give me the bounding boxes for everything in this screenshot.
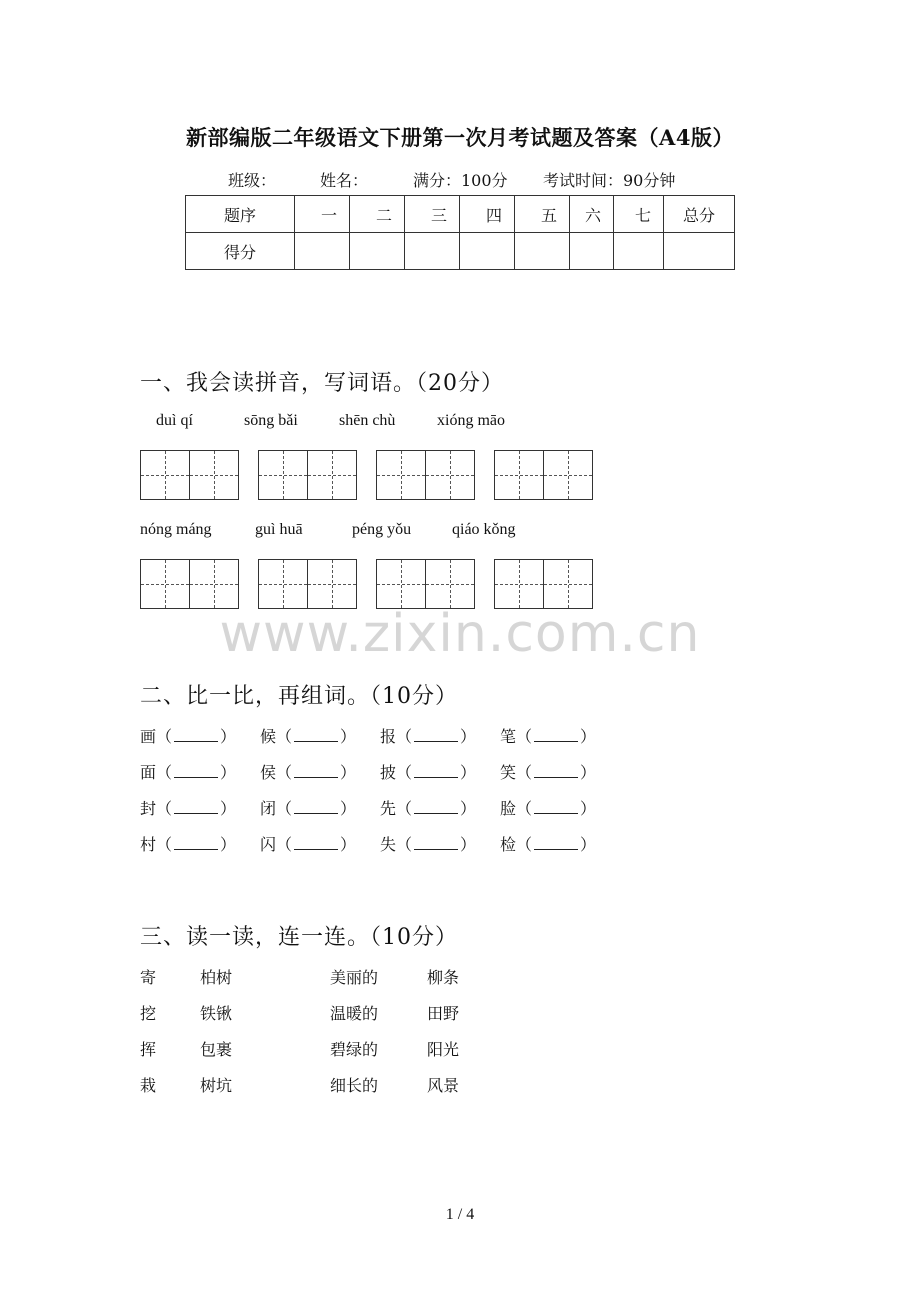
open-paren: （ bbox=[396, 799, 413, 818]
watermark: www.zixin.com.cn bbox=[219, 604, 701, 664]
answer-blank[interactable] bbox=[534, 763, 578, 778]
page-title: 新部编版二年级语文下册第一次月考试题及答案（A4版） bbox=[186, 125, 734, 150]
answer-blank[interactable] bbox=[294, 835, 338, 850]
match-row bbox=[140, 1073, 500, 1097]
tian-grid-cell[interactable] bbox=[376, 450, 426, 500]
word-box[interactable] bbox=[258, 450, 358, 498]
close-paren: ） bbox=[580, 799, 597, 818]
tian-grid-cell[interactable] bbox=[258, 450, 308, 500]
compare-char: 披 bbox=[380, 763, 397, 782]
pinyin: nóng máng bbox=[140, 521, 212, 538]
match-object[interactable]: 田野 bbox=[427, 1004, 460, 1023]
match-noun[interactable]: 铁锹 bbox=[200, 1004, 233, 1023]
match-row bbox=[140, 1001, 500, 1025]
compare-char: 面 bbox=[140, 763, 157, 782]
compare-char: 闪 bbox=[260, 835, 277, 854]
compare-char: 笑 bbox=[500, 763, 517, 782]
tian-grid-cell[interactable] bbox=[494, 559, 544, 609]
answer-blank[interactable] bbox=[414, 799, 458, 814]
close-paren: ） bbox=[220, 727, 237, 746]
answer-blank[interactable] bbox=[174, 799, 218, 814]
pinyin: sōng bǎi bbox=[244, 412, 298, 429]
header-cell: 四 bbox=[460, 196, 515, 233]
match-verb[interactable]: 寄 bbox=[140, 968, 157, 987]
compare-row bbox=[140, 724, 620, 748]
header-cell: 六 bbox=[570, 196, 614, 233]
compare-char: 闭 bbox=[260, 799, 277, 818]
answer-blank[interactable] bbox=[414, 763, 458, 778]
header-cell: 总分 bbox=[664, 196, 735, 233]
tian-grid-cell[interactable] bbox=[189, 559, 239, 609]
word-box[interactable] bbox=[140, 450, 240, 498]
answer-blank[interactable] bbox=[174, 763, 218, 778]
score-cell[interactable] bbox=[405, 233, 460, 270]
match-row bbox=[140, 1037, 500, 1061]
row-label: 得分 bbox=[186, 233, 295, 270]
match-adjective[interactable]: 温暖的 bbox=[330, 1004, 379, 1023]
pinyin: qiáo kǒng bbox=[452, 521, 516, 538]
open-paren: （ bbox=[156, 835, 173, 854]
pinyin: shēn chù bbox=[339, 412, 396, 429]
match-verb[interactable]: 栽 bbox=[140, 1076, 157, 1095]
open-paren: （ bbox=[396, 727, 413, 746]
compare-char: 候 bbox=[260, 727, 277, 746]
close-paren: ） bbox=[580, 763, 597, 782]
tian-grid-cell[interactable] bbox=[258, 559, 308, 609]
open-paren: （ bbox=[276, 835, 293, 854]
header-cell: 一 bbox=[295, 196, 350, 233]
header-cell: 七 bbox=[614, 196, 664, 233]
close-paren: ） bbox=[220, 835, 237, 854]
close-paren: ） bbox=[460, 835, 477, 854]
word-box[interactable] bbox=[140, 559, 240, 607]
tian-grid-cell[interactable] bbox=[140, 559, 190, 609]
exam-meta bbox=[228, 168, 675, 191]
match-noun[interactable]: 包裹 bbox=[200, 1040, 233, 1059]
tian-grid-cell[interactable] bbox=[189, 450, 239, 500]
section2-title: 二、比一比，再组词。（10分） bbox=[140, 684, 458, 709]
score-cell[interactable] bbox=[570, 233, 614, 270]
compare-char: 画 bbox=[140, 727, 157, 746]
close-paren: ） bbox=[220, 763, 237, 782]
pinyin: xióng māo bbox=[437, 412, 505, 429]
close-paren: ） bbox=[460, 763, 477, 782]
tian-grid-cell[interactable] bbox=[494, 450, 544, 500]
tian-grid-cell[interactable] bbox=[425, 559, 475, 609]
writing-grid-row-1 bbox=[140, 450, 600, 500]
answer-blank[interactable] bbox=[294, 727, 338, 742]
answer-blank[interactable] bbox=[174, 727, 218, 742]
tian-grid-cell[interactable] bbox=[376, 559, 426, 609]
open-paren: （ bbox=[276, 799, 293, 818]
compare-char: 封 bbox=[140, 799, 157, 818]
page-number: 1 / 4 bbox=[445, 1206, 475, 1223]
close-paren: ） bbox=[340, 799, 357, 818]
word-box[interactable] bbox=[376, 559, 476, 607]
section3-title: 三、读一读，连一连。（10分） bbox=[140, 925, 458, 950]
close-paren: ） bbox=[580, 727, 597, 746]
word-box[interactable] bbox=[494, 450, 594, 498]
compare-char: 检 bbox=[500, 835, 517, 854]
match-adjective[interactable]: 碧绿的 bbox=[330, 1040, 379, 1059]
tian-grid-cell[interactable] bbox=[543, 559, 593, 609]
name-label: 姓名： bbox=[320, 171, 369, 190]
match-verb[interactable]: 挥 bbox=[140, 1040, 157, 1059]
score-table-header bbox=[186, 196, 735, 233]
answer-blank[interactable] bbox=[414, 727, 458, 742]
word-box[interactable] bbox=[258, 559, 358, 607]
compare-char: 脸 bbox=[500, 799, 517, 818]
compare-char: 报 bbox=[380, 727, 397, 746]
open-paren: （ bbox=[396, 763, 413, 782]
match-adjective[interactable]: 美丽的 bbox=[330, 968, 379, 987]
score-cell[interactable] bbox=[350, 233, 405, 270]
answer-blank[interactable] bbox=[534, 835, 578, 850]
answer-blank[interactable] bbox=[414, 835, 458, 850]
open-paren: （ bbox=[156, 799, 173, 818]
score-table-row bbox=[186, 233, 735, 270]
close-paren: ） bbox=[220, 799, 237, 818]
match-row bbox=[140, 965, 500, 989]
tian-grid-cell[interactable] bbox=[140, 450, 190, 500]
answer-blank[interactable] bbox=[294, 763, 338, 778]
open-paren: （ bbox=[156, 727, 173, 746]
pinyin: duì qí bbox=[156, 412, 193, 429]
section1-title: 一、我会读拼音，写词语。（20分） bbox=[140, 371, 504, 396]
score-table bbox=[185, 195, 735, 270]
answer-blank[interactable] bbox=[534, 799, 578, 814]
match-object[interactable]: 阳光 bbox=[427, 1040, 460, 1059]
open-paren: （ bbox=[516, 835, 533, 854]
compare-char: 侯 bbox=[260, 763, 277, 782]
tian-grid-cell[interactable] bbox=[543, 450, 593, 500]
open-paren: （ bbox=[396, 835, 413, 854]
full-score: 满分：100分 bbox=[413, 171, 508, 190]
header-cell: 五 bbox=[515, 196, 570, 233]
open-paren: （ bbox=[516, 727, 533, 746]
score-cell[interactable] bbox=[664, 233, 735, 270]
compare-row bbox=[140, 796, 620, 820]
tian-grid-cell[interactable] bbox=[307, 450, 357, 500]
match-noun[interactable]: 树坑 bbox=[200, 1076, 233, 1095]
writing-grid-row-2 bbox=[140, 559, 600, 609]
close-paren: ） bbox=[580, 835, 597, 854]
compare-char: 村 bbox=[140, 835, 157, 854]
close-paren: ） bbox=[460, 727, 477, 746]
tian-grid-cell[interactable] bbox=[425, 450, 475, 500]
match-adjective[interactable]: 细长的 bbox=[330, 1076, 379, 1095]
open-paren: （ bbox=[516, 799, 533, 818]
compare-char: 失 bbox=[380, 835, 397, 854]
close-paren: ） bbox=[340, 763, 357, 782]
match-object[interactable]: 柳条 bbox=[427, 968, 460, 987]
open-paren: （ bbox=[276, 727, 293, 746]
answer-blank[interactable] bbox=[294, 799, 338, 814]
class-label: 班级： bbox=[228, 171, 277, 190]
exam-time: 考试时间：90分钟 bbox=[543, 171, 676, 190]
word-box[interactable] bbox=[494, 559, 594, 607]
compare-char: 笔 bbox=[500, 727, 517, 746]
match-verb[interactable]: 挖 bbox=[140, 1004, 157, 1023]
open-paren: （ bbox=[156, 763, 173, 782]
close-paren: ） bbox=[460, 799, 477, 818]
score-cell[interactable] bbox=[460, 233, 515, 270]
answer-blank[interactable] bbox=[174, 835, 218, 850]
header-cell: 题序 bbox=[186, 196, 295, 233]
pinyin: guì huā bbox=[255, 521, 303, 538]
header-cell: 三 bbox=[405, 196, 460, 233]
open-paren: （ bbox=[276, 763, 293, 782]
answer-blank[interactable] bbox=[534, 727, 578, 742]
tian-grid-cell[interactable] bbox=[307, 559, 357, 609]
score-cell[interactable] bbox=[295, 233, 350, 270]
pinyin: péng yǒu bbox=[352, 521, 412, 538]
close-paren: ） bbox=[340, 835, 357, 854]
score-cell[interactable] bbox=[515, 233, 570, 270]
score-cell[interactable] bbox=[614, 233, 664, 270]
match-object[interactable]: 风景 bbox=[427, 1076, 460, 1095]
word-box[interactable] bbox=[376, 450, 476, 498]
compare-row bbox=[140, 760, 620, 784]
close-paren: ） bbox=[340, 727, 357, 746]
header-cell: 二 bbox=[350, 196, 405, 233]
compare-row bbox=[140, 832, 620, 856]
compare-char: 先 bbox=[380, 799, 397, 818]
open-paren: （ bbox=[516, 763, 533, 782]
match-noun[interactable]: 柏树 bbox=[200, 968, 233, 987]
